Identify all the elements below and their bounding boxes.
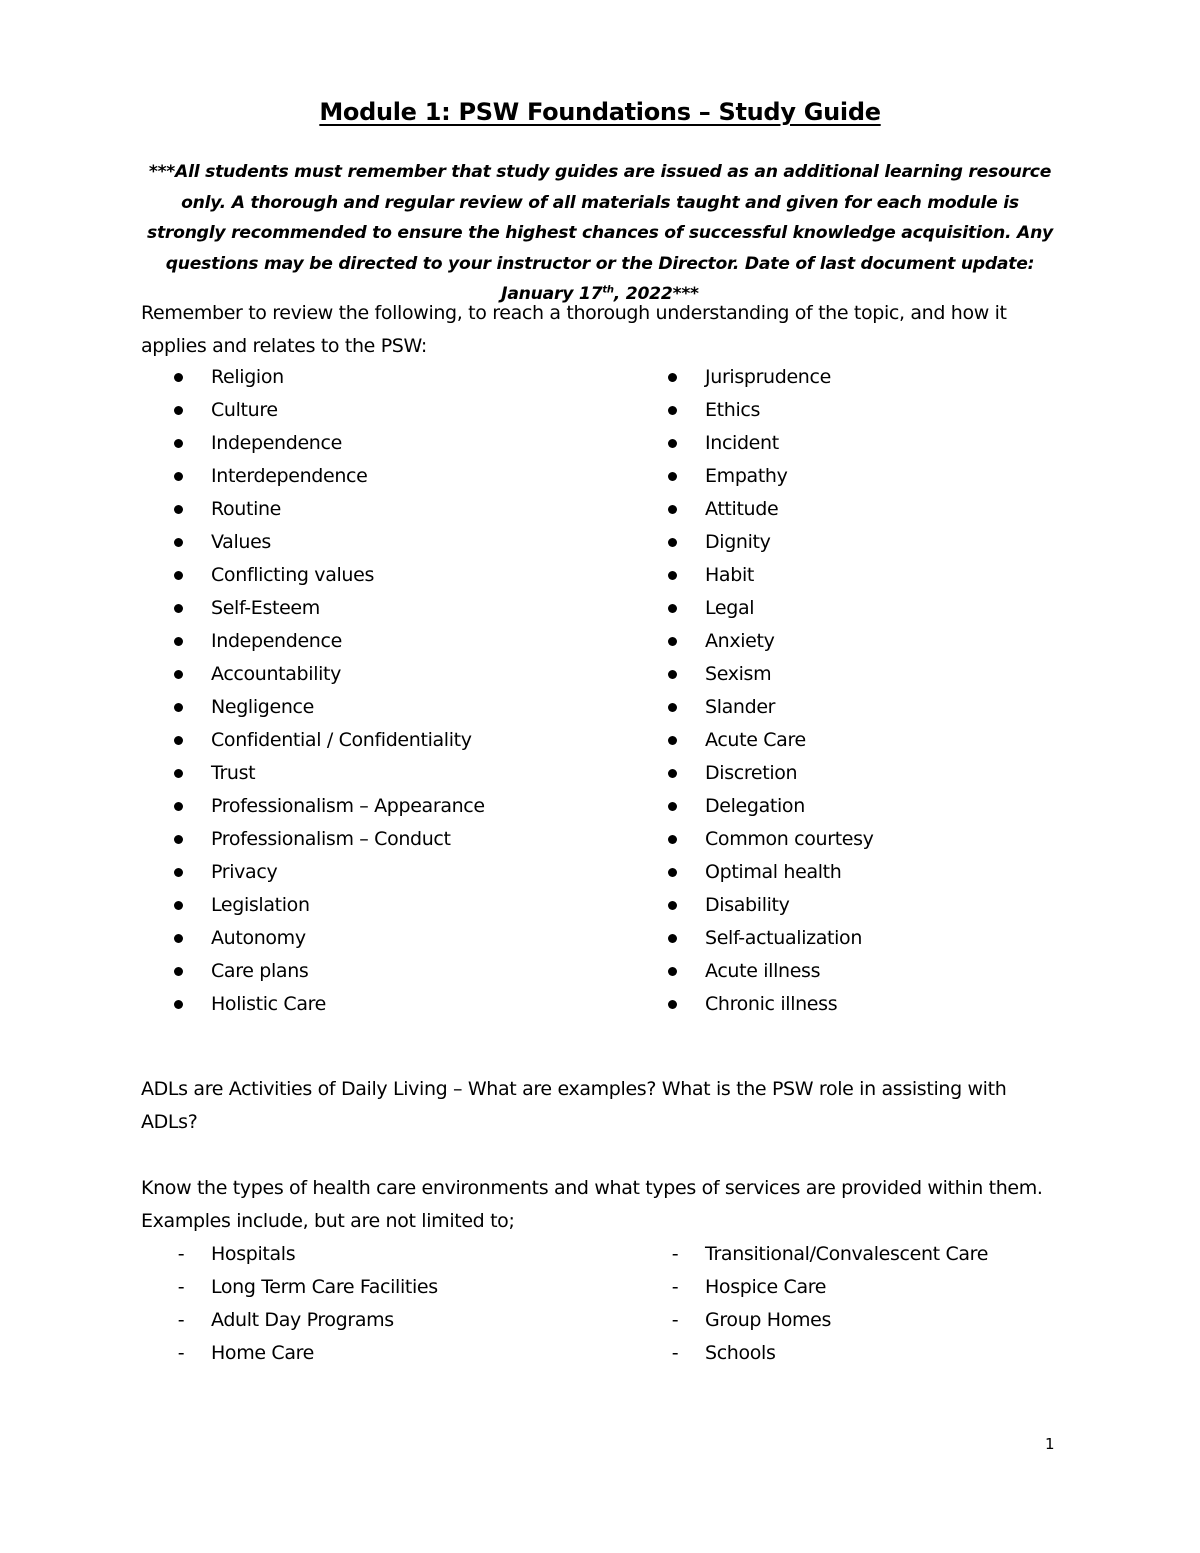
dash-marker: - — [671, 1309, 679, 1331]
list-item — [635, 592, 874, 625]
bullet-icon — [668, 439, 677, 448]
list-item — [141, 1337, 438, 1370]
list-item — [635, 1271, 988, 1304]
bullet-icon — [174, 736, 183, 745]
list-item — [635, 922, 874, 955]
term-label: Values — [211, 531, 271, 553]
environments-intro: Know the types of health care environments and what types of services are provided within them. Examples include, but are not limited to; — [141, 1177, 1043, 1232]
term-label: Common courtesy — [705, 828, 874, 850]
list-item — [635, 658, 874, 691]
notice-text-end: , 2022*** — [613, 284, 699, 304]
term-label: Disability — [705, 894, 790, 916]
list-item — [635, 460, 874, 493]
bullet-icon — [668, 472, 677, 481]
term-label: Dignity — [705, 531, 771, 553]
list-item — [635, 1304, 988, 1337]
term-label: Legislation — [211, 894, 310, 916]
term-label: Acute Care — [705, 729, 806, 751]
list-item — [141, 724, 485, 757]
list-item — [635, 394, 874, 427]
bullet-icon — [174, 373, 183, 382]
bullet-icon — [668, 538, 677, 547]
term-label: Interdependence — [211, 465, 368, 487]
term-label: Jurisprudence — [705, 366, 831, 388]
bullet-icon — [174, 835, 183, 844]
list-item — [141, 658, 485, 691]
list-item — [635, 1337, 988, 1370]
list-item — [141, 823, 485, 856]
term-label: Acute illness — [705, 960, 821, 982]
term-label: Self-Esteem — [211, 597, 320, 619]
list-item — [141, 790, 485, 823]
list-item — [141, 559, 485, 592]
list-item — [635, 823, 874, 856]
bullet-icon — [174, 967, 183, 976]
term-label: Incident — [705, 432, 779, 454]
term-label: Religion — [211, 366, 284, 388]
bullet-icon — [174, 802, 183, 811]
environments-list-right — [635, 1238, 988, 1370]
terms-list-right — [635, 361, 874, 1021]
environment-label: Group Homes — [705, 1309, 832, 1331]
term-label: Culture — [211, 399, 278, 421]
list-item — [141, 493, 485, 526]
bullet-icon — [174, 901, 183, 910]
term-label: Sexism — [705, 663, 772, 685]
environment-label: Adult Day Programs — [211, 1309, 394, 1331]
term-label: Negligence — [211, 696, 314, 718]
bullet-icon — [668, 406, 677, 415]
bullet-icon — [668, 934, 677, 943]
term-label: Independence — [211, 432, 342, 454]
term-label: Discretion — [705, 762, 798, 784]
bullet-icon — [174, 406, 183, 415]
list-item — [635, 856, 874, 889]
term-label: Ethics — [705, 399, 761, 421]
adl-question: ADLs are Activities of Daily Living – What are examples? What is the PSW role in assisting with ADLs? — [141, 1078, 1007, 1133]
list-item — [141, 427, 485, 460]
list-item — [635, 955, 874, 988]
list-item — [635, 625, 874, 658]
bullet-icon — [174, 868, 183, 877]
bullet-icon — [174, 934, 183, 943]
term-label: Care plans — [211, 960, 309, 982]
list-item — [635, 790, 874, 823]
bullet-icon — [668, 802, 677, 811]
bullet-icon — [174, 472, 183, 481]
environment-label: Long Term Care Facilities — [211, 1276, 438, 1298]
list-item — [141, 592, 485, 625]
bullet-icon — [174, 571, 183, 580]
environment-label: Home Care — [211, 1342, 314, 1364]
bullet-icon — [174, 703, 183, 712]
environment-label: Hospitals — [211, 1243, 296, 1265]
list-item — [141, 460, 485, 493]
term-label: Chronic illness — [705, 993, 838, 1015]
bullet-icon — [668, 967, 677, 976]
bullet-icon — [668, 373, 677, 382]
bullet-icon — [174, 1000, 183, 1009]
bullet-icon — [174, 670, 183, 679]
term-label: Delegation — [705, 795, 805, 817]
bullet-icon — [668, 868, 677, 877]
list-item — [141, 757, 485, 790]
term-label: Attitude — [705, 498, 779, 520]
bullet-icon — [174, 604, 183, 613]
term-label: Holistic Care — [211, 993, 327, 1015]
bullet-icon — [668, 1000, 677, 1009]
dash-marker: - — [177, 1309, 185, 1331]
environment-label: Hospice Care — [705, 1276, 827, 1298]
list-item — [141, 856, 485, 889]
list-item — [141, 955, 485, 988]
list-item — [635, 361, 874, 394]
bullet-icon — [668, 604, 677, 613]
term-label: Self-actualization — [705, 927, 863, 949]
dash-marker: - — [177, 1342, 185, 1364]
dash-marker: - — [177, 1276, 185, 1298]
list-item — [635, 889, 874, 922]
term-label: Privacy — [211, 861, 278, 883]
term-label: Professionalism – Appearance — [211, 795, 485, 817]
term-label: Routine — [211, 498, 282, 520]
term-label: Slander — [705, 696, 776, 718]
term-label: Optimal health — [705, 861, 842, 883]
list-item — [635, 691, 874, 724]
term-label: Legal — [705, 597, 755, 619]
bullet-icon — [174, 769, 183, 778]
terms-list-left — [141, 361, 485, 1021]
notice-date-suffix: th — [602, 284, 614, 296]
list-item — [141, 1304, 438, 1337]
term-label: Anxiety — [705, 630, 775, 652]
list-item — [635, 757, 874, 790]
dash-marker: - — [671, 1276, 679, 1298]
term-label: Conflicting values — [211, 564, 374, 586]
term-label: Empathy — [705, 465, 788, 487]
notice-text: ***All students must remember that study guides are issued as an additional learning resource only. A thorough and regular review of all materials taught and given for each module is strongly recommended to ensure the highest chances of successful knowledge acquisition. Any questions may be directed to your instructor or the Director. Date of last document update: January 17 — [146, 162, 1054, 304]
term-label: Autonomy — [211, 927, 306, 949]
list-item — [141, 394, 485, 427]
bullet-icon — [668, 835, 677, 844]
term-label: Trust — [211, 762, 256, 784]
page-title: Module 1: PSW Foundations – Study Guide — [319, 98, 881, 126]
list-item — [141, 691, 485, 724]
term-label: Professionalism – Conduct — [211, 828, 451, 850]
list-item — [635, 988, 874, 1021]
list-item — [635, 724, 874, 757]
review-intro: Remember to review the following, to reach a thorough understanding of the topic, and how it applies and relates to the PSW: — [141, 302, 1007, 357]
list-item — [141, 361, 485, 394]
bullet-icon — [174, 439, 183, 448]
environments-list-left — [141, 1238, 438, 1370]
term-label: Confidential / Confidentiality — [211, 729, 472, 751]
list-item — [635, 493, 874, 526]
environment-label: Transitional/Convalescent Care — [705, 1243, 989, 1265]
bullet-icon — [668, 736, 677, 745]
list-item — [141, 889, 485, 922]
bullet-icon — [668, 670, 677, 679]
list-item — [141, 1238, 438, 1271]
list-item — [635, 427, 874, 460]
list-item — [141, 922, 485, 955]
page-number: 1 — [1045, 1435, 1055, 1453]
dash-marker: - — [671, 1342, 679, 1364]
dash-marker: - — [671, 1243, 679, 1265]
study-guide-notice — [140, 157, 1060, 310]
bullet-icon — [668, 637, 677, 646]
list-item — [141, 988, 485, 1021]
list-item — [141, 625, 485, 658]
bullet-icon — [174, 637, 183, 646]
environment-label: Schools — [705, 1342, 776, 1364]
bullet-icon — [668, 901, 677, 910]
term-label: Accountability — [211, 663, 342, 685]
list-item — [635, 559, 874, 592]
list-item — [141, 1271, 438, 1304]
bullet-icon — [174, 505, 183, 514]
bullet-icon — [668, 703, 677, 712]
bullet-icon — [668, 571, 677, 580]
term-label: Independence — [211, 630, 342, 652]
bullet-icon — [668, 505, 677, 514]
bullet-icon — [174, 538, 183, 547]
list-item — [635, 1238, 988, 1271]
list-item — [635, 526, 874, 559]
dash-marker: - — [177, 1243, 185, 1265]
bullet-icon — [668, 769, 677, 778]
term-label: Habit — [705, 564, 754, 586]
list-item — [141, 526, 485, 559]
